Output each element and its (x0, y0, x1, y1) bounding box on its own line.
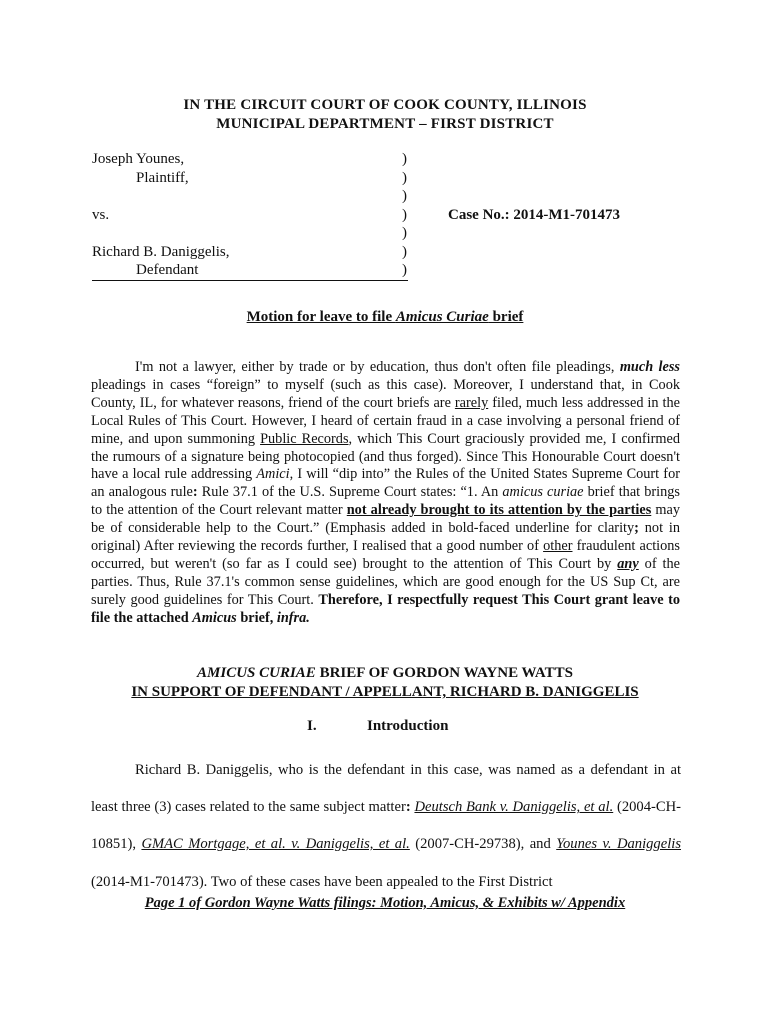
case-citation: Deutsch Bank v. Daniggelis, et al. (414, 799, 614, 816)
caption-paren: ) (402, 169, 407, 186)
motion-body: I'm not a lawyer, either by trade or by education, thus don't often file pleadings, much less pleadings in cases “foreign” to myself (such as this case). Moreover, I understand that, in Cook County, IL, for whatever reasons, friend of the court briefs are rarely filed, much less addressed in the Local Rules of This Court. However, I heard of certain fraud in a case involving a personal friend of mine, and upon summoning Public Records, which This Court graciously provided me, I confirmed the rumours of a signature being photocopied (and thus forged). Since This Honourable Court doesn't have a local rule addressing Amici, I will “dip into” the Rules of the United States Supreme Court for an analogous rule: Rule 37.1 of the U.S. Supreme Court states: “1. An amicus curiae brief that brings to the attention of the Court relevant matter not already brought to its attention by the parties may be of considerable help to the Court.” (Emphasis added in bold-faced underline for clarity; not in original) After reviewing the records further, I realised that a good number of other fraudulent actions occurred, but weren't (so far as I could see) brought to the attention of This Court by any of the parties. Thus, Rule 37.1's common sense guidelines, which are good enough for the US Sup Ct, are surely good guidelines for This Court. Therefore, I respectfully request This Court grant leave to file the attached Amicus brief, infra. (91, 359, 681, 626)
case-caption (92, 150, 692, 280)
section-number: I. (307, 718, 317, 734)
page-footer: Page 1 of Gordon Wayne Watts filings: Motion, Amicus, & Exhibits w/ Appendix (144, 895, 626, 911)
versus-label: vs. (92, 206, 110, 223)
case-citation: Younes v. Daniggelis (556, 836, 681, 853)
case-number: Case No.: 2014-M1-701473 (448, 206, 621, 223)
amicus-brief-subtitle: IN SUPPORT OF DEFENDANT / APPELLANT, RICHARD B. DANIGGELIS (131, 684, 639, 700)
introduction-body: Richard B. Daniggelis, who is the defendant in this case, was named as a defendant in at least three (3) cases related to the same subject matter: Deutsch Bank v. Daniggelis, et al. (2004-CH-10851), GMAC Mortgage, et al. v. Daniggelis, et al. (2007-CH-29738), and Younes v. Daniggelis (2014-M1-701473). Two of these cases have been appealed to the First District (91, 762, 681, 890)
defendant-name: Richard B. Daniggelis, (92, 243, 230, 260)
plaintiff-name: Joseph Younes, (92, 151, 185, 167)
motion-title: Motion for leave to file Amicus Curiae brief (246, 309, 524, 325)
court-header (0, 96, 770, 134)
plaintiff-role: Plaintiff, (136, 169, 189, 186)
court-department: MUNICIPAL DEPARTMENT – FIRST DISTRICT (216, 116, 554, 132)
emphasized-quote: not already brought to its attention by the parties (346, 502, 652, 519)
caption-paren: ) (402, 262, 407, 278)
case-citation: GMAC Mortgage, et al. v. Daniggelis, et al. (141, 836, 410, 853)
section-title: Introduction (367, 718, 449, 734)
court-name: IN THE CIRCUIT COURT OF COOK COUNTY, ILLINOIS (183, 97, 587, 113)
caption-paren: ) (402, 188, 407, 204)
caption-paren: ) (402, 151, 407, 167)
caption-paren: ) (402, 225, 407, 241)
caption-paren: ) (402, 243, 407, 260)
defendant-role: Defendant (136, 262, 199, 278)
caption-paren: ) (402, 206, 407, 223)
amicus-brief-title: AMICUS CURIAE BRIEF OF GORDON WAYNE WATTS IN SUPPORT OF DEFENDANT / APPELLANT, RICHARD B. DANIGGELIS (0, 664, 770, 702)
